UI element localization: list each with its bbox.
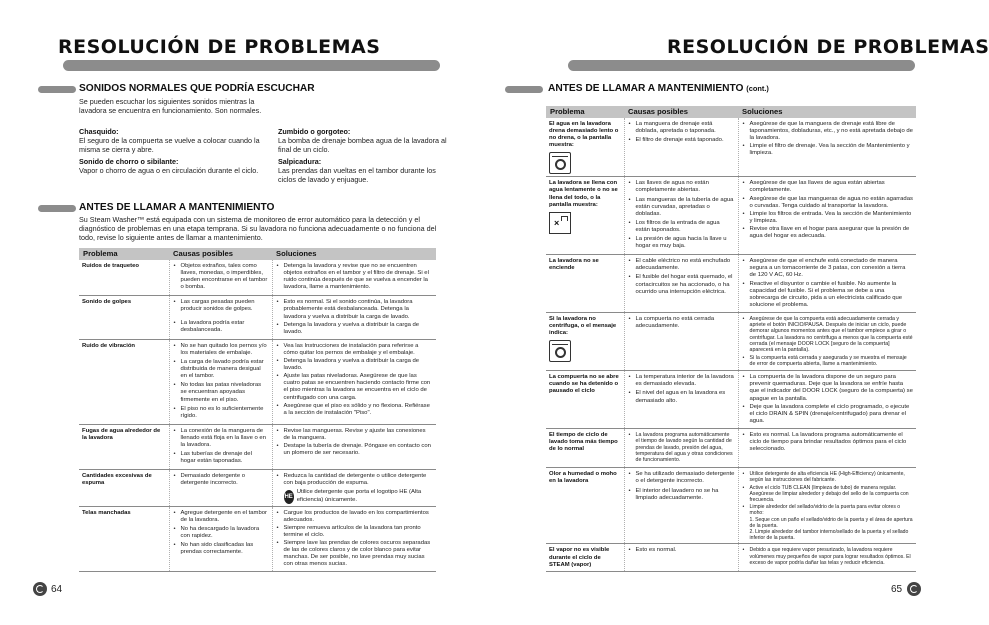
sound-label: Sonido de chorro o sibilante: — [79, 157, 179, 166]
problem-text: Si la lavadora no centrifuga, o el mensaje indica: — [549, 315, 617, 337]
causes-cell — [169, 470, 272, 506]
table-row — [546, 312, 916, 370]
column-header: Soluciones — [272, 248, 436, 260]
cause-item: • La temperatura interior de la lavadora es demasiado elevada. — [628, 374, 735, 388]
sound-item — [79, 157, 269, 175]
solution-item: • Asegúrese de que las mangueras de agua no están agarradas o curvadas. Tenga cuidado al transportar la lavadora. — [742, 196, 914, 210]
solution-item: • Vea las Instrucciones de instalación para referirse a cómo quitar los pernos de embalaje y el embalaje. — [276, 343, 434, 357]
section-heading-before-service — [548, 83, 769, 94]
cause-item: • La carga de lavado podría estar distribuida de manera desigual en el tambor. — [173, 359, 269, 380]
solution-item: • Limpie alrededor del sellado/vidrio de la puerta para evitar olores o moho: — [742, 504, 914, 516]
table-row — [79, 339, 436, 424]
cause-item: • Las tuberías de drenaje del hogar están taponadas. — [173, 451, 269, 465]
problem-cell: La compuerta no se abre cuando se ha detenido o pausado el ciclo — [546, 371, 624, 429]
steps-list — [742, 517, 914, 541]
cause-item: • El cable eléctrico no está enchufado adecuadamente. — [628, 258, 735, 272]
problem-cell: El tiempo de ciclo de lavado toma más tiempo de lo normal — [546, 428, 624, 467]
table-row — [79, 506, 436, 572]
water-fault-icon: × — [549, 212, 571, 234]
table-row — [546, 371, 916, 429]
solution-item: • Asegúrese de que las llaves de agua están abiertas completamente. — [742, 180, 914, 194]
solutions-cell — [272, 260, 436, 296]
cause-item: • No ha descargado la lavadora con rapidez. — [173, 526, 269, 540]
table-row — [546, 255, 916, 313]
table-header-row — [79, 248, 436, 260]
problem-text: El agua en la lavadora drena demasiado lento o no drena, o la pantalla muestra: — [549, 121, 619, 149]
troubleshooting-table — [546, 106, 916, 572]
table-row — [79, 470, 436, 506]
cause-item: • El filtro de drenaje está taponado. — [628, 137, 735, 144]
solution-item: • Asegúrese que el piso es sólido y no flexiona. Refiérase a la sección de instalación "Piso". — [276, 403, 434, 417]
section-marker — [505, 86, 543, 93]
section-heading-normal-sounds: SONIDOS NORMALES QUE PODRÍA ESCUCHAR — [79, 83, 315, 94]
problem-cell: El vapor no es visible durante el ciclo de STEAM (vapor) — [546, 544, 624, 571]
step-item: 1. Seque con un paño el sellado/vidrio de la puerta y el área de apertura de la puerta. — [749, 517, 913, 530]
problem-cell: Cantidades excesivas de espuma — [79, 470, 169, 506]
cause-item: • Se ha utilizado demasiado detergente o el detergente incorrecto. — [628, 471, 735, 485]
problem-cell: Fugas de agua alrededor de la lavadora — [79, 424, 169, 469]
causes-cell — [624, 544, 738, 571]
cause-item: • La presión de agua hacia la llave u hogar es muy baja. — [628, 236, 735, 250]
cause-item: • La conexión de la manguera de llenado está floja en la llave o en la lavadora. — [173, 428, 269, 449]
cause-item: • El interior del lavadero no se ha limpiado adecuadamente. — [628, 488, 735, 502]
section-marker — [38, 86, 76, 93]
title-bar — [568, 60, 915, 71]
cause-item: • Demasiado detergente o detergente incorrecto. — [173, 473, 269, 487]
left-page — [0, 0, 477, 625]
cause-item: • Las cargas pesadas pueden producir sonidos de golpes. — [173, 299, 269, 313]
cause-item: • No todas las patas niveladoras se encuentran apoyadas firmemente en el piso. — [173, 382, 269, 403]
solutions-cell — [272, 470, 436, 506]
page-title: RESOLUCIÓN DE PROBLEMAS — [58, 36, 381, 58]
cause-item: • La lavadora podría estar desbalanceada. — [173, 320, 269, 334]
table-row — [79, 424, 436, 469]
washer-drain-icon — [549, 152, 571, 174]
solution-item: • Detenga la lavadora y vuelva a distribuir la carga de lavado. — [276, 358, 434, 372]
solutions-cell — [738, 312, 916, 370]
solution-item: • La compuerta de la lavadora dispone de un seguro para prevenir quemaduras. Deje que la lavadora se enfríe hasta que el indicador del DOOR LOCK (seguro de la compuerta) se apague en la pantalla. — [742, 374, 914, 402]
sound-label: Chasquido: — [79, 127, 119, 136]
solution-item: • Detenga la lavadora y vuelva a distribuir la carga de lavado. — [276, 322, 434, 336]
right-page — [477, 0, 989, 625]
step-item: 2. Limpie alrededor del tambor interno/sellado de la puerta y el sellado inferior de la puerta. — [749, 529, 909, 542]
title-bar — [63, 60, 440, 71]
solutions-cell — [272, 339, 436, 424]
cause-item: • No han sido clasificadas las prendas correctamente. — [173, 542, 269, 556]
section-heading-suffix: (cont.) — [746, 84, 769, 93]
table-row — [546, 544, 916, 571]
problem-cell: La lavadora no se enciende — [546, 255, 624, 313]
cause-item: • Objetos extraños, tales como llaves, monedas, o imperdibles, pueden encontrarse en el tambor o bomba. — [173, 263, 269, 291]
causes-cell — [624, 312, 738, 370]
table-row — [546, 118, 916, 177]
problem-cell: Sonido de golpes — [79, 296, 169, 339]
solutions-cell — [272, 296, 436, 339]
solution-item: • Limpie los filtros de entrada. Vea la sección de Mantenimiento y limpieza. — [742, 211, 914, 225]
section-marker — [38, 205, 76, 212]
solution-item: • Debido a que requiere vapor presurizado, la lavadora requiere volúmenes muy pequeños de vapor para lograr resultados óptimos. El exceso de vapor podría dañar las telas y reducir eficiencia. — [742, 547, 914, 566]
he-note-text: Utilice detergente que porta el logotipo HE (Alta eficiencia) únicamente. — [296, 489, 422, 503]
solution-item: • Si la compuerta está cerrada y asegurada y se muestra el mensaje de error de compuerta abierta, llame a mantenimiento. — [742, 355, 914, 368]
sound-text: Las prendas dan vueltas en el tambor durante los ciclos de lavado y enjuague. — [278, 166, 436, 185]
cause-item: • Esto es normal. — [628, 547, 735, 554]
solution-item: • Limpie el filtro de drenaje. Vea la sección de Mantenimiento y limpieza. — [742, 143, 914, 157]
causes-cell — [624, 118, 738, 177]
sound-label: Zumbido o gorgoteo: — [278, 127, 351, 136]
causes-cell — [169, 339, 272, 424]
causes-cell — [169, 424, 272, 469]
cause-item: • Los filtros de la entrada de agua están taponados. — [628, 220, 735, 234]
solution-item: • Revise otra llave en el hogar para asegurar que la presión de agua del hogar es adecuada. — [742, 226, 914, 240]
causes-cell — [624, 371, 738, 429]
sound-item — [79, 127, 269, 154]
solution-item: • Revise las mangueras. Revise y ajuste las conexiones de la manguera. — [276, 428, 434, 442]
lg-logo-icon — [33, 582, 47, 596]
causes-cell — [624, 255, 738, 313]
solution-item: • Deje que la lavadora complete el ciclo programado, o ejecute el ciclo DRAIN & SPIN (drenaje/centrifugado) para drenar el agua. — [742, 404, 914, 425]
solutions-cell — [272, 424, 436, 469]
solution-item: • Reduzca la cantidad de detergente o utilice detergente con baja producción de espuma. — [276, 473, 434, 487]
solutions-cell — [738, 428, 916, 467]
solution-item: • Esto es normal. La lavadora programa automáticamente el ciclo de tiempo para brindar resultados óptimos para el ciclo seleccionado. — [742, 432, 914, 453]
problem-cell: Ruidos de traqueteo — [79, 260, 169, 296]
solutions-cell — [272, 506, 436, 572]
problem-cell — [546, 118, 624, 177]
lg-logo-icon — [907, 582, 921, 596]
problem-cell: Ruido de vibración — [79, 339, 169, 424]
sound-text: Vapor o chorro de agua o en circulación durante el ciclo. — [79, 166, 259, 176]
cause-item: • La compuerta no está cerrada adecuadamente. — [628, 316, 735, 330]
table-row — [546, 468, 916, 544]
column-header: Causas posibles — [624, 106, 738, 118]
section-heading-before-service: ANTES DE LLAMAR A MANTENIMIENTO — [79, 202, 275, 213]
causes-cell — [624, 428, 738, 467]
causes-cell — [169, 296, 272, 339]
cause-item: • No se han quitado los pernos y/o los materiales de embalaje. — [173, 343, 269, 357]
solution-item: • Destape la tubería de drenaje. Póngase en contacto con un plomero de ser necesario. — [276, 443, 434, 457]
normal-sounds-intro: Se pueden escuchar los siguientes sonidos mientras la lavadora se encuentra en funcionamiento. Son normales. — [79, 97, 262, 116]
table-row — [546, 177, 916, 255]
before-service-intro: Su Steam Washer™ está equipada con un sistema de monitoreo de error automático para la detección y el diagnóstico de problemas en una etapa temprana. Si su lavadora no funciona adecuadamente o no funciona del todo, revise lo siguiente antes de llamar a mantenimiento. — [79, 215, 437, 243]
cause-item: • Agregue detergente en el tambor de la lavadora. — [173, 510, 269, 524]
solution-item: • Asegúrese de que la compuerta está adecuadamente cerrada y apriete el botón INICIO/PAUSA. Después de iniciar un ciclo, puede demorar algunos momentos antes que el tambor empiece a girar o centrifugar. La lavadora no centrifuga a menos que la compuerta esté cerrada (el mensaje DOOR LOCK [seguro de la compuerta] aparecerá en la pantalla). — [742, 316, 914, 354]
solution-item: • Active el ciclo TUB CLEAN (limpieza de tubo) de manera regular. Asegúrese de limpiar alrededor y debajo del sello de la compuerta con frecuencia. — [742, 485, 914, 503]
solution-item: • Ajuste las patas niveladoras. Asegúrese de que las cuatro patas se encuentren haciendo contacto firme con el piso mientras la lavadora se encuentra en el ciclo de centrifugado con una carga. — [276, 373, 434, 401]
column-header: Soluciones — [738, 106, 916, 118]
solution-item: • Esto es normal. Si el sonido continúa, la lavadora probablemente está desbalanceada. Detenga la lavadora y vuelva a distribuir la carga de lavado. — [276, 299, 434, 320]
solutions-cell — [738, 118, 916, 177]
he-note — [284, 489, 434, 503]
cause-item: • Las mangueras de la tubería de agua están curvadas, apretadas o dobladas. — [628, 197, 735, 218]
causes-cell — [624, 177, 738, 255]
cause-item: • La lavadora programa automáticamente el tiempo de lavado según la cantidad de prendas de lavado, presión del agua, temperatura del agua y otras condiciones de funcionamiento. — [628, 432, 735, 463]
causes-cell — [169, 260, 272, 296]
page-number: 65 — [891, 584, 903, 595]
problem-cell — [546, 177, 624, 255]
solutions-cell — [738, 544, 916, 571]
solution-item: • Asegúrese de que la manguera de drenaje está libre de taponamientos, dobladuras, etc., y no está apretada debajo de la lavadora. — [742, 121, 914, 142]
causes-cell — [169, 506, 272, 572]
problem-cell: Olor a humedad o moho en la lavadora — [546, 468, 624, 544]
causes-cell — [624, 468, 738, 544]
column-header: Causas posibles — [169, 248, 272, 260]
cause-item: • El fusible del hogar está quemado, el cortacircuitos se ha accionado, o ha ocurrido una interrupción eléctrica. — [628, 274, 735, 295]
solution-item: • Siempre lave las prendas de colores oscuros separadas de las de colores claros y de color blanco para evitar manchas. De ser posible, no lave prendas muy sucias con otras menos sucias. — [276, 540, 434, 568]
solutions-cell — [738, 255, 916, 313]
section-heading-text: ANTES DE LLAMAR A MANTENIMIENTO — [548, 83, 744, 94]
problem-cell: Telas manchadas — [79, 506, 169, 572]
table-row — [79, 260, 436, 296]
table-row — [79, 296, 436, 339]
problem-cell — [546, 312, 624, 370]
solution-item: • Asegúrese de que el enchufe está conectado de manera segura a un tomacorriente de 3 patas, con conexión a tierra de 120 V AC, 60 Hz. — [742, 258, 914, 279]
column-header: Problema — [546, 106, 624, 118]
column-header: Problema — [79, 248, 169, 260]
cause-item: • El nivel del agua en la lavadora es demasiado alto. — [628, 390, 735, 404]
sound-text: El seguro de la compuerta se vuelve a colocar cuando la misma se cierra y abre. — [79, 136, 260, 155]
solution-item: • Cargue los productos de lavado en los compartimientos adecuados. — [276, 510, 434, 524]
cause-item: • Las llaves de agua no están completamente abiertas. — [628, 180, 735, 194]
cause-item: • La manguera de drenaje está doblada, apretada o taponada. — [628, 121, 735, 135]
page-title: RESOLUCIÓN DE PROBLEMAS — [667, 36, 989, 58]
sound-text: La bomba de drenaje bombea agua de la lavadora al final de un ciclo. — [278, 136, 447, 155]
table-header-row — [546, 106, 916, 118]
table-row — [546, 428, 916, 467]
sound-item — [278, 157, 448, 184]
cause-item: • El piso no es lo suficientemente rígido. — [173, 406, 269, 420]
solutions-cell — [738, 468, 916, 544]
solutions-cell — [738, 177, 916, 255]
solution-item: • Utilice detergente de alta eficiencia HE (High-Efficiency) únicamente, según las instrucciones del fabricante. — [742, 471, 914, 483]
page-number: 64 — [51, 584, 63, 595]
solution-item: • Reactive el disyuntor o cambie el fusible. No aumente la capacidad del fusible. Si el problema se debe a una sobrecarga de circuito, pida a un electricista calificado que solucione el problema. — [742, 281, 914, 309]
solutions-cell — [738, 371, 916, 429]
washer-door-icon — [549, 340, 571, 362]
sound-label: Salpicadura: — [278, 157, 322, 166]
sound-item — [278, 127, 448, 154]
problem-text: La lavadora se llena con agua lentamente o no se llena del todo, o la pantalla muestra: — [549, 180, 618, 208]
solution-item: • Siempre remueva artículos de la lavadora tan pronto termine el ciclo. — [276, 525, 434, 539]
solution-item: • Detenga la lavadora y revise que no se encuentren objetos extraños en el tambor y el filtro de drenaje. Si el ruido continúa después de que se vuelva a encender la lavadora, llame a mantenimiento. — [276, 263, 434, 291]
troubleshooting-table — [79, 248, 436, 572]
he-logo-icon: HE — [284, 490, 294, 504]
